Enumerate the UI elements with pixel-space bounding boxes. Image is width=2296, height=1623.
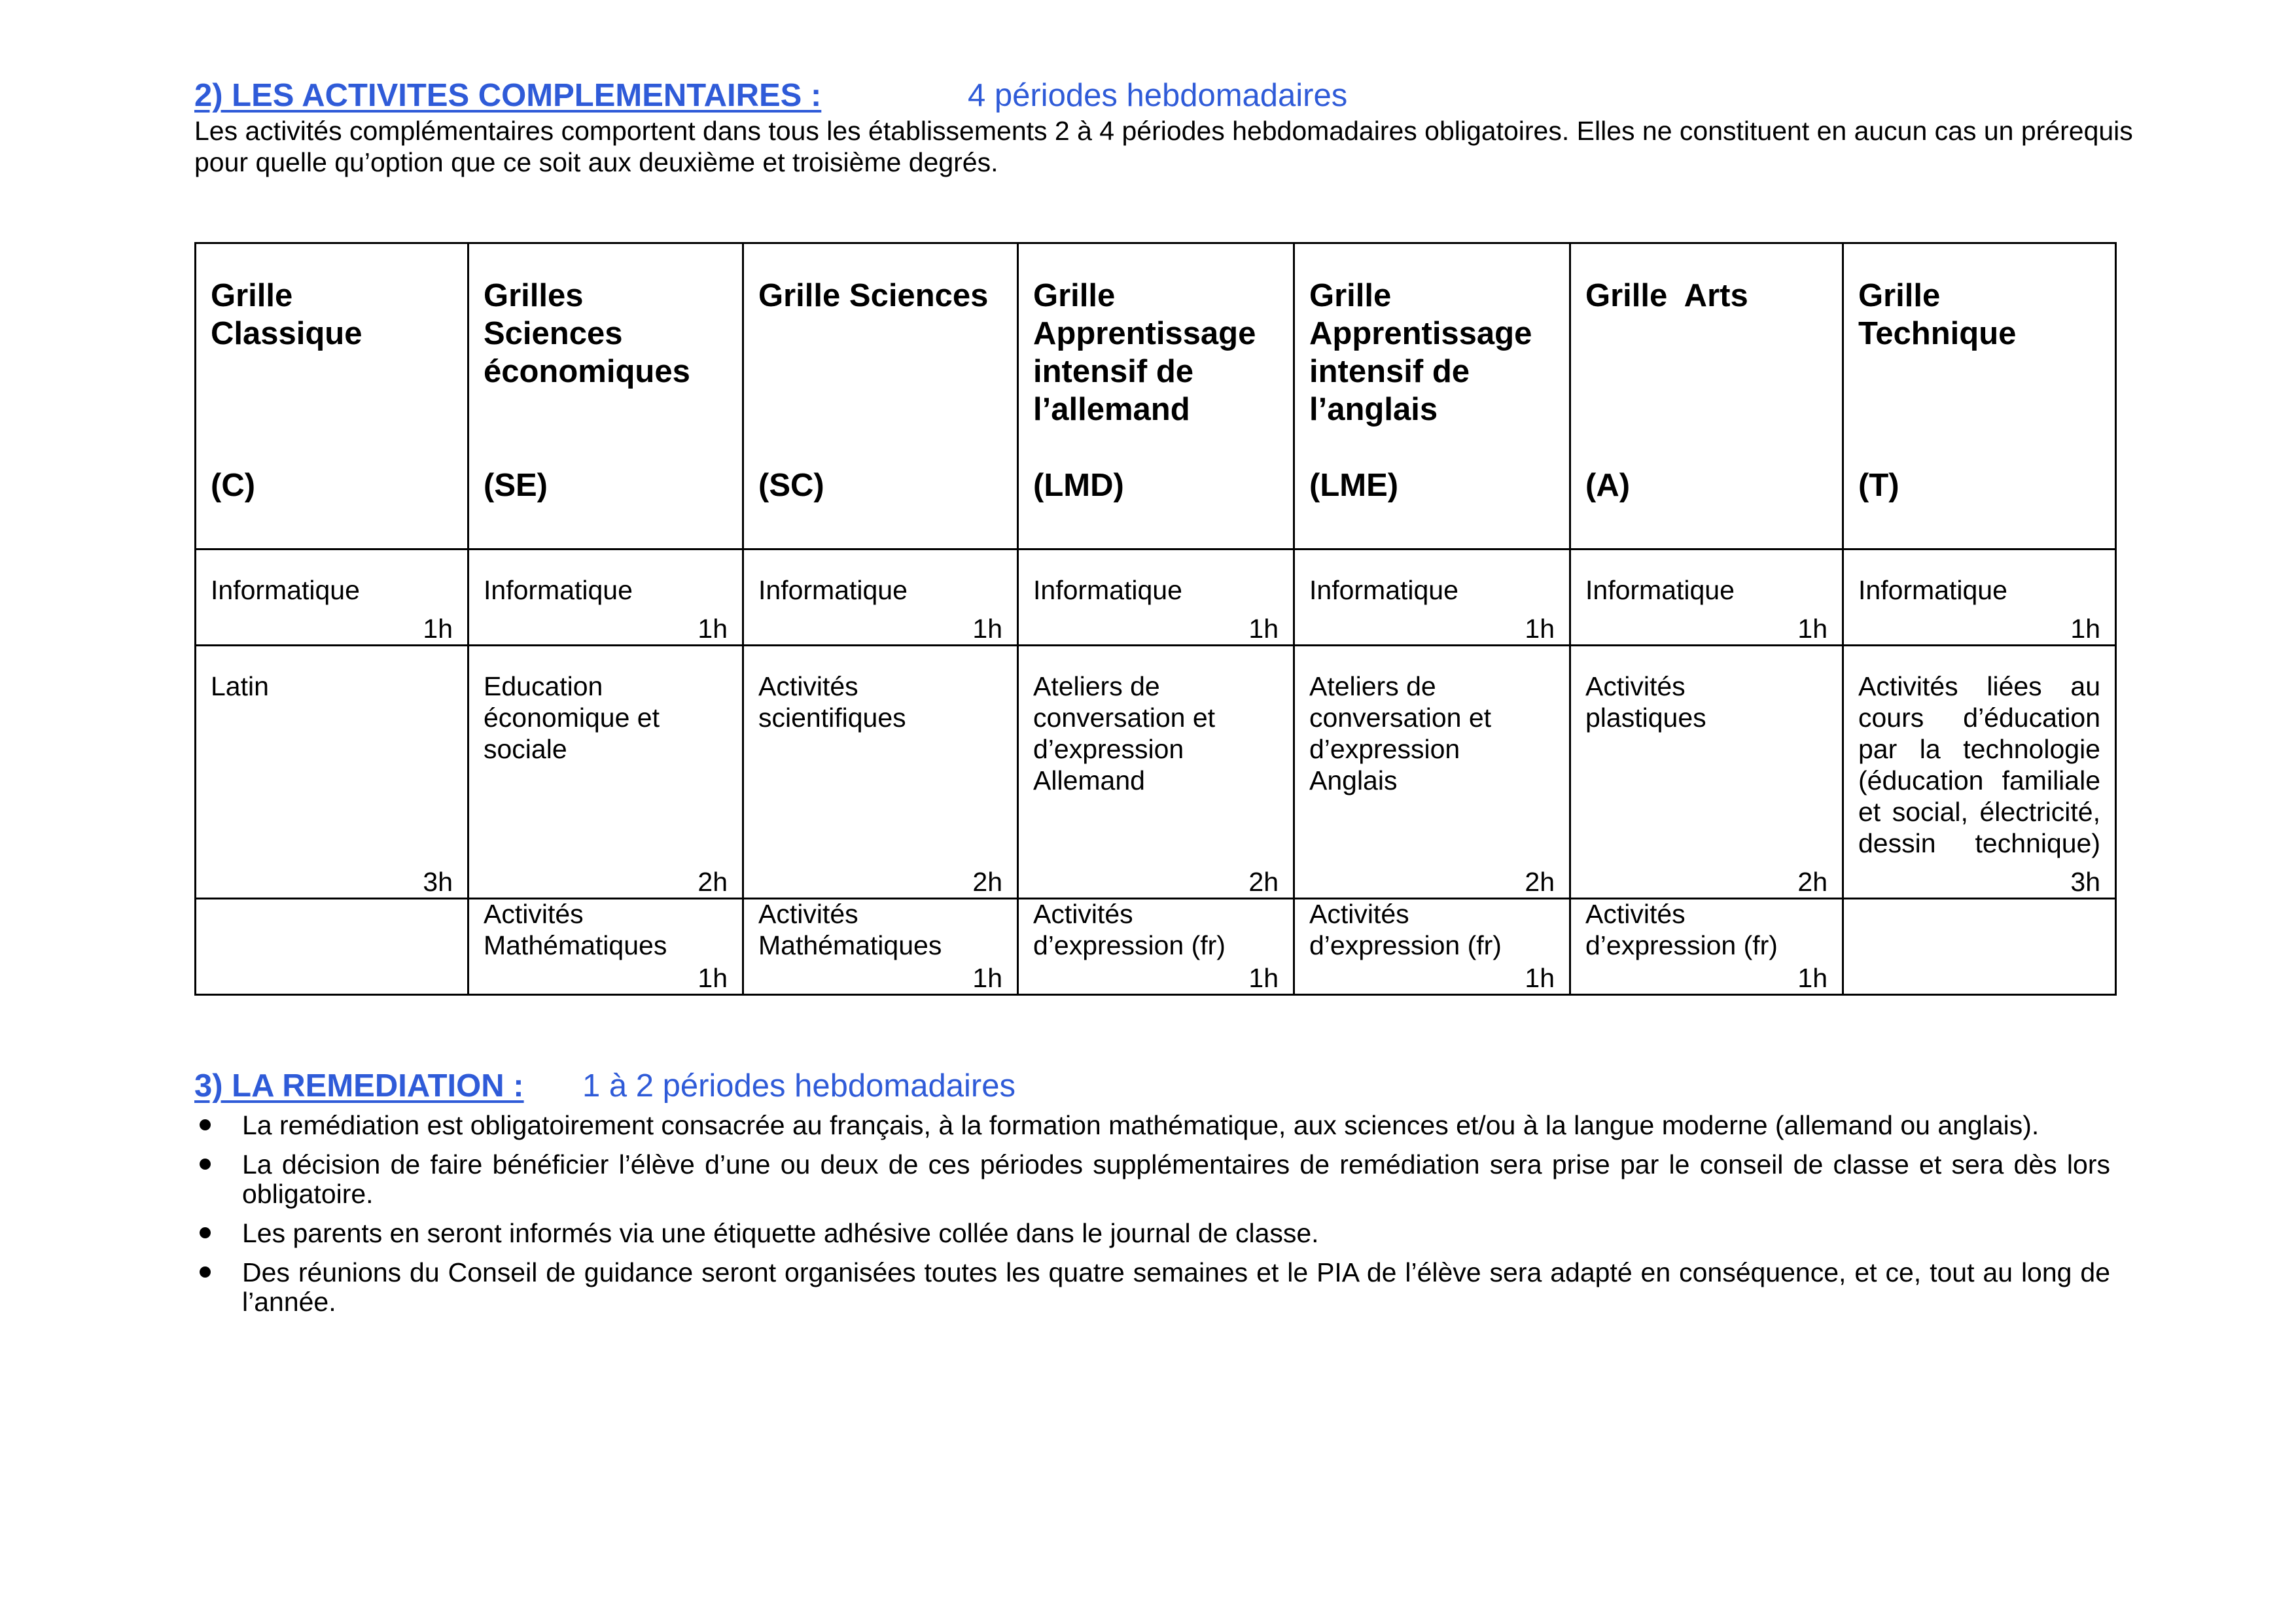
grid-informatique-row	[196, 550, 2116, 646]
table-cell	[1018, 646, 1294, 899]
list-item-text: La remédiation est obligatoirement consacrée au français, à la formation mathématique, aux sciences et/ou à la langue moderne (allemand ou anglais).	[242, 1110, 2040, 1140]
subject-name: Informatique	[1585, 575, 1735, 605]
section-3-heading	[194, 1068, 1016, 1104]
subject-hours: 2h	[698, 867, 728, 897]
list-item-text: La décision de faire bénéficier l’élève d’une ou deux de ces périodes supplémentaires de remédiation sera prise par le conseil de classe et sera dès lors obligatoire.	[242, 1149, 2110, 1209]
list-item	[242, 1219, 2110, 1248]
subject-name: Activités d’expression (fr)	[1309, 899, 1502, 960]
grid-code: (LMD)	[1033, 468, 1124, 503]
subject-name: Activités d’expression (fr)	[1585, 899, 1778, 960]
grid-title: Grilles Sciences économiques	[484, 278, 690, 389]
bullet-icon	[200, 1159, 211, 1170]
subject-name: Activités scientifiques	[758, 671, 906, 733]
grid-header-row	[196, 243, 2116, 550]
table-cell	[196, 550, 468, 646]
table-cell	[1294, 646, 1570, 899]
section-3-label: 3) LA REMEDIATION :	[194, 1068, 524, 1104]
grid-header-technique	[1843, 243, 2116, 550]
table-cell	[1843, 646, 2116, 899]
grid-header-anglais	[1294, 243, 1570, 550]
table-cell	[1570, 899, 1843, 995]
grid-code: (A)	[1585, 468, 1631, 503]
subject-name: Activités Mathématiques	[758, 899, 942, 960]
subject-name: Informatique	[758, 575, 908, 605]
section-2-periods: 4 périodes hebdomadaires	[968, 78, 1348, 113]
subject-name: Latin	[211, 671, 269, 701]
grid-header-sciences-economiques	[468, 243, 743, 550]
table-cell	[196, 899, 468, 995]
grid-extra-activity-row	[196, 899, 2116, 995]
grid-code: (T)	[1858, 468, 1899, 503]
grid-title: Grille Sciences	[758, 278, 989, 313]
table-cell	[1294, 899, 1570, 995]
grid-title: Grille Apprentissage intensif de l’anglais	[1309, 278, 1532, 427]
grid-header-allemand	[1018, 243, 1294, 550]
subject-hours: 1h	[1525, 963, 1555, 993]
bullet-icon	[200, 1119, 211, 1130]
grid-code: (SC)	[758, 468, 824, 503]
grid-code: (SE)	[484, 468, 548, 503]
table-cell	[468, 899, 743, 995]
subject-name: Activités d’expression (fr)	[1033, 899, 1226, 960]
list-item-text: Les parents en seront informés via une étiquette adhésive collée dans le journal de classe.	[242, 1218, 1319, 1248]
table-cell	[743, 646, 1018, 899]
list-item	[242, 1150, 2110, 1209]
remediation-bullet-list	[242, 1111, 2110, 1327]
table-cell	[1018, 550, 1294, 646]
grid-title: Grille Arts	[1585, 278, 1748, 313]
section-2-intro: Les activités complémentaires comportent dans tous les établissements 2 à 4 périodes hebdomadaires obligatoires. Elles ne constituent en aucun cas un prérequis pour quelle qu’option que ce soit aux deuxième et troisième degrés.	[194, 116, 2133, 177]
grid-main-activity-row	[196, 646, 2116, 899]
table-cell	[1843, 899, 2116, 995]
subject-name: Informatique	[1309, 575, 1458, 605]
section-3-periods: 1 à 2 périodes hebdomadaires	[582, 1068, 1016, 1104]
subject-hours: 1h	[698, 614, 728, 644]
section-2-label: 2) LES ACTIVITES COMPLEMENTAIRES :	[194, 78, 822, 113]
subject-hours: 1h	[972, 614, 1002, 644]
subject-hours: 1h	[972, 963, 1002, 993]
bullet-icon	[200, 1227, 211, 1238]
table-cell	[468, 550, 743, 646]
subject-name: Activités liées au cours d’éducation par la technologie (éducation familiale et social, électricité, dessin technique)	[1858, 671, 2100, 858]
subject-hours: 2h	[1248, 867, 1279, 897]
table-cell	[743, 550, 1018, 646]
activities-grid-table	[194, 242, 2117, 996]
list-item	[242, 1111, 2110, 1140]
grid-header-arts	[1570, 243, 1843, 550]
grid-title: Grille Technique	[1858, 278, 2017, 351]
table-cell	[1018, 899, 1294, 995]
subject-hours: 1h	[423, 614, 453, 644]
section-2-heading	[194, 78, 1348, 113]
grid-header-classique	[196, 243, 468, 550]
subject-name: Activités Mathématiques	[484, 899, 667, 960]
bullet-icon	[200, 1266, 211, 1278]
subject-hours: 1h	[1248, 963, 1279, 993]
table-cell	[1294, 550, 1570, 646]
subject-name: Informatique	[1858, 575, 2007, 605]
table-cell	[196, 646, 468, 899]
subject-name: Informatique	[1033, 575, 1182, 605]
subject-hours: 3h	[2070, 867, 2100, 897]
grid-header-sciences	[743, 243, 1018, 550]
subject-hours: 2h	[972, 867, 1002, 897]
subject-hours: 1h	[1525, 614, 1555, 644]
subject-hours: 1h	[698, 963, 728, 993]
subject-hours: 2h	[1525, 867, 1555, 897]
subject-hours: 3h	[423, 867, 453, 897]
subject-hours: 1h	[1248, 614, 1279, 644]
table-cell	[468, 646, 743, 899]
subject-name: Education économique et sociale	[484, 671, 660, 764]
table-cell	[1570, 646, 1843, 899]
subject-name: Activités plastiques	[1585, 671, 1706, 733]
subject-name: Informatique	[484, 575, 633, 605]
table-cell	[1843, 550, 2116, 646]
subject-hours: 1h	[2070, 614, 2100, 644]
table-cell	[1570, 550, 1843, 646]
table-cell	[743, 899, 1018, 995]
subject-name: Informatique	[211, 575, 360, 605]
grid-code: (LME)	[1309, 468, 1399, 503]
grid-code: (C)	[211, 468, 256, 503]
subject-name: Ateliers de conversation et d’expression Allemand	[1033, 671, 1216, 795]
subject-name: Ateliers de conversation et d’expression Anglais	[1309, 671, 1492, 795]
list-item-text: Des réunions du Conseil de guidance seront organisées toutes les quatre semaines et le PIA de l’élève sera adapté en conséquence, et ce, tout au long de l’année.	[242, 1257, 2110, 1317]
subject-hours: 1h	[1797, 614, 1828, 644]
grid-title: Grille Apprentissage intensif de l’allemand	[1033, 278, 1256, 427]
subject-hours: 1h	[1797, 963, 1828, 993]
subject-hours: 2h	[1797, 867, 1828, 897]
list-item	[242, 1258, 2110, 1317]
grid-title: Grille Classique	[211, 278, 362, 351]
